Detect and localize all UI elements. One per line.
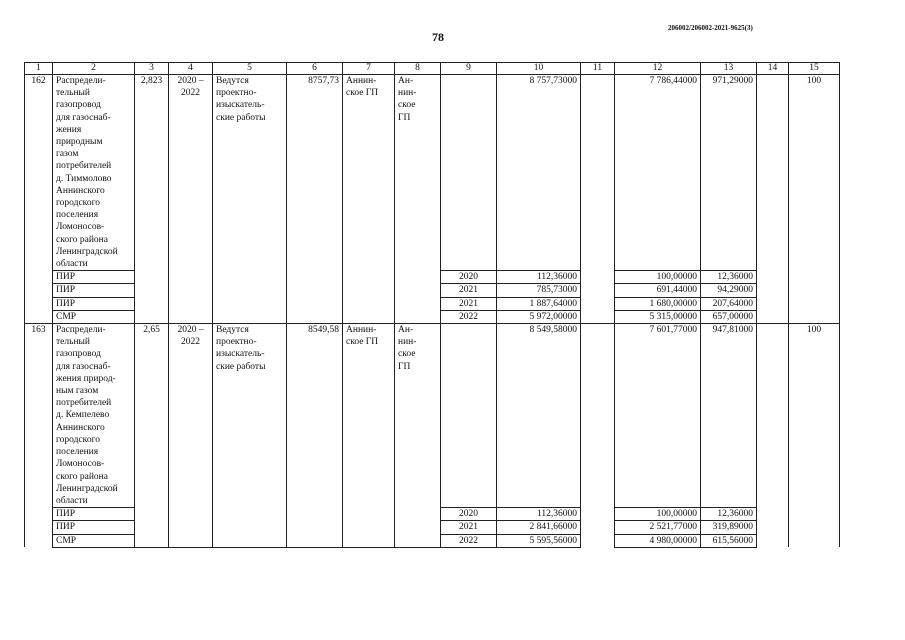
percent-cont xyxy=(789,297,840,310)
local-value: 12,36000 xyxy=(701,508,757,521)
regional-value: 1 680,00000 xyxy=(615,297,701,310)
total-value: 8 757,73000 xyxy=(497,75,581,271)
col11-cell xyxy=(581,75,615,271)
total-value: 5 595,56000 xyxy=(497,534,581,547)
year-cell: 2022 xyxy=(441,534,497,547)
total-value: 785,73000 xyxy=(497,284,581,297)
header-cell: 7 xyxy=(343,63,395,75)
col14-cell xyxy=(757,284,789,297)
col11-cell xyxy=(581,297,615,310)
year-cell: 2022 xyxy=(441,310,497,323)
col14-cell xyxy=(757,310,789,323)
col11-cell xyxy=(581,521,615,534)
header-cell: 9 xyxy=(441,63,497,75)
col11-cell xyxy=(581,534,615,547)
local-value: 12,36000 xyxy=(701,271,757,284)
percent-cont xyxy=(789,271,840,284)
header-cell: 8 xyxy=(395,63,441,75)
local-value: 947,81000 xyxy=(701,324,757,508)
regional-value: 7 601,77000 xyxy=(615,324,701,508)
percent-value: 100 xyxy=(789,75,840,271)
row-number-cont xyxy=(25,521,53,534)
regional-value: 2 521,77000 xyxy=(615,521,701,534)
data-table xyxy=(24,62,840,548)
stage-label: СМР xyxy=(53,534,135,547)
local-value: 971,29000 xyxy=(701,75,757,271)
year-cell: 2021 xyxy=(441,521,497,534)
header-cell: 5 xyxy=(213,63,287,75)
local-value: 94,29000 xyxy=(701,284,757,297)
period: 2020 – 2022 xyxy=(169,75,213,324)
row-number-cont xyxy=(25,284,53,297)
percent-cont xyxy=(789,521,840,534)
col14-cell xyxy=(757,271,789,284)
col11-cell xyxy=(581,324,615,508)
regional-value: 691,44000 xyxy=(615,284,701,297)
percent-cont xyxy=(789,284,840,297)
col11-cell xyxy=(581,271,615,284)
row-number-cont xyxy=(25,508,53,521)
header-cell: 15 xyxy=(789,63,840,75)
object-name: Распредели- тельный газопровод для газоснаб- жения природ- ным газом потребителей д. Кемпелево Аннинского городского поселения Ломоносов- ского района Ленинградской области xyxy=(53,324,135,508)
total-value: 112,36000 xyxy=(497,271,581,284)
header-cell: 14 xyxy=(757,63,789,75)
col14-cell xyxy=(757,508,789,521)
row-number-cont xyxy=(25,534,53,547)
percent-value: 100 xyxy=(789,324,840,508)
col11-cell xyxy=(581,284,615,297)
total-value: 1 887,64000 xyxy=(497,297,581,310)
year-cell: 2021 xyxy=(441,284,497,297)
total-value: 5 972,00000 xyxy=(497,310,581,323)
col14-cell xyxy=(757,75,789,271)
local-value: 657,00000 xyxy=(701,310,757,323)
header-cell: 6 xyxy=(287,63,343,75)
regional-value: 4 980,00000 xyxy=(615,534,701,547)
header-cell: 3 xyxy=(135,63,169,75)
col14-cell xyxy=(757,534,789,547)
col11-cell xyxy=(581,508,615,521)
customer: Аннин- ское ГП xyxy=(343,324,395,548)
status: Ведутся проектно- изыскатель- ские работы xyxy=(213,324,287,548)
row-number: 162 xyxy=(25,75,53,271)
table-row xyxy=(25,324,840,508)
page-number: 78 xyxy=(432,30,444,44)
header-cell: 10 xyxy=(497,63,581,75)
year-cell: 2020 xyxy=(441,271,497,284)
local-value: 207,64000 xyxy=(701,297,757,310)
period: 2020 – 2022 xyxy=(169,324,213,548)
col14-cell xyxy=(757,297,789,310)
percent-cont xyxy=(789,508,840,521)
status: Ведутся проектно- изыскатель- ские работы xyxy=(213,75,287,324)
length-km: 2,65 xyxy=(135,324,169,548)
header-cell: 4 xyxy=(169,63,213,75)
length-km: 2,823 xyxy=(135,75,169,324)
recipient: Ан- нин- ское ГП xyxy=(395,324,441,548)
stage-label: ПИР xyxy=(53,508,135,521)
year-cell xyxy=(441,75,497,271)
cost: 8549,58 xyxy=(287,324,343,548)
stage-label: СМР xyxy=(53,310,135,323)
regional-value: 100,00000 xyxy=(615,508,701,521)
col14-cell xyxy=(757,521,789,534)
row-number-cont xyxy=(25,297,53,310)
stage-label: ПИР xyxy=(53,521,135,534)
header-cell: 11 xyxy=(581,63,615,75)
table-row xyxy=(25,75,840,271)
header-cell: 13 xyxy=(701,63,757,75)
year-cell xyxy=(441,324,497,508)
local-value: 319,89000 xyxy=(701,521,757,534)
regional-value: 5 315,00000 xyxy=(615,310,701,323)
total-value: 112,36000 xyxy=(497,508,581,521)
col11-cell xyxy=(581,310,615,323)
header-cell: 12 xyxy=(615,63,701,75)
regional-value: 100,00000 xyxy=(615,271,701,284)
stage-label: ПИР xyxy=(53,271,135,284)
object-name: Распредели- тельный газопровод для газоснаб- жения природным газом потребителей д. Тиммолово Аннинского городского поселения Ломоносов- ского района Ленинградской области xyxy=(53,75,135,271)
total-value: 8 549,58000 xyxy=(497,324,581,508)
row-number: 163 xyxy=(25,324,53,508)
row-number-cont xyxy=(25,271,53,284)
year-cell: 2021 xyxy=(441,297,497,310)
total-value: 2 841,66000 xyxy=(497,521,581,534)
recipient: Ан- нин- ское ГП xyxy=(395,75,441,324)
year-cell: 2020 xyxy=(441,508,497,521)
local-value: 615,56000 xyxy=(701,534,757,547)
percent-cont xyxy=(789,310,840,323)
cost: 8757,73 xyxy=(287,75,343,324)
customer: Аннин- ское ГП xyxy=(343,75,395,324)
stage-label: ПИР xyxy=(53,297,135,310)
document-id: 206002/206002-2021-9625(3) xyxy=(668,24,753,32)
header-row xyxy=(25,63,840,75)
stage-label: ПИР xyxy=(53,284,135,297)
row-number-cont xyxy=(25,310,53,323)
header-cell: 2 xyxy=(53,63,135,75)
header-cell: 1 xyxy=(25,63,53,75)
regional-value: 7 786,44000 xyxy=(615,75,701,271)
col14-cell xyxy=(757,324,789,508)
percent-cont xyxy=(789,534,840,547)
